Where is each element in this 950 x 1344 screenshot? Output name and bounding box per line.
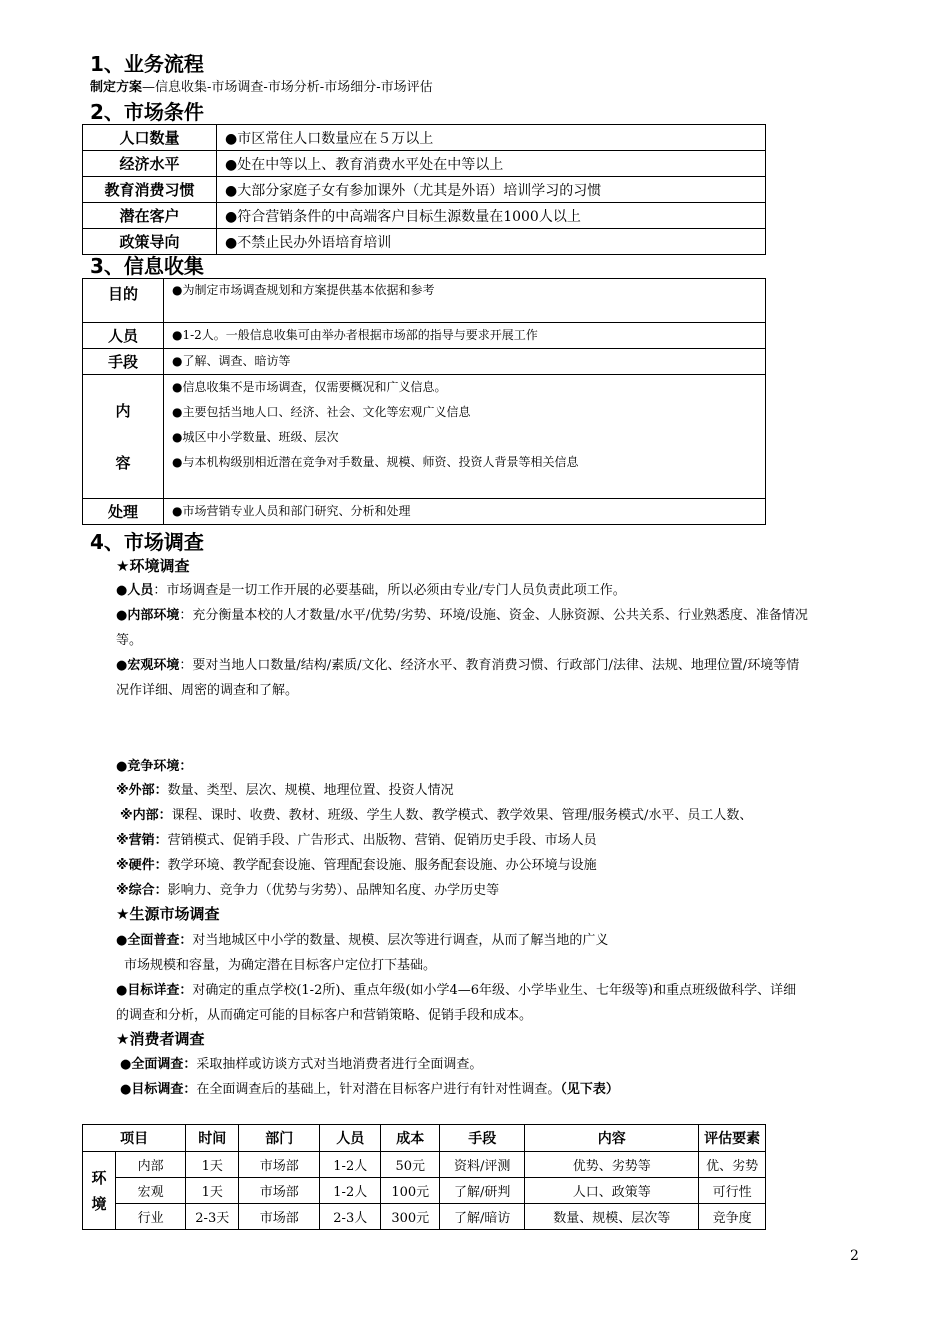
- env-staff-line: [116, 578, 626, 603]
- source-full-line: [116, 928, 608, 953]
- header-staff: 人员: [320, 1125, 381, 1152]
- table-row: [83, 1152, 766, 1178]
- header-means: 手段: [440, 1125, 525, 1152]
- cell: 50元: [381, 1152, 440, 1178]
- condition-value: ●大部分家庭子女有参加课外（尤其是外语）培训学习的习惯: [217, 177, 766, 203]
- section-title-business-flow: 1、业务流程: [90, 52, 204, 76]
- purpose-text: ●为制定市场调查规划和方案提供基本依据和参考: [172, 283, 435, 297]
- source-target-line: [116, 978, 796, 1003]
- cell: 优势、劣势等: [525, 1152, 699, 1178]
- competition-item-text: 营销模式、促销手段、广告形式、出版物、营销、促销历史手段、市场人员: [167, 833, 597, 848]
- header-item: 项目: [83, 1125, 186, 1152]
- competition-item-text: 数量、类型、层次、规模、地理位置、投资人情况: [167, 783, 454, 798]
- purpose-value: [164, 279, 766, 323]
- competition-item-label: ※综合：: [116, 883, 168, 898]
- table-row: [83, 203, 766, 229]
- cell: 市场部: [239, 1152, 320, 1178]
- cell: 人口、政策等: [525, 1178, 699, 1204]
- content-item: ●与本机构级别相近潜在竞争对手数量、规模、师资、投资人背景等相关信息: [172, 455, 579, 469]
- cell: 了解/暗访: [440, 1204, 525, 1230]
- cell: 了解/研判: [440, 1178, 525, 1204]
- page-number: 2: [850, 1248, 859, 1264]
- condition-key: 教育消费习惯: [83, 177, 217, 203]
- header-dept: 部门: [239, 1125, 320, 1152]
- source-target-text: 对确定的重点学校(1-2所)、重点年级(如小学4—6年级、小学毕业生、七年级等)和重点班级做科学、详细: [192, 983, 797, 998]
- research-plan-table: [82, 1124, 766, 1230]
- table-row: [83, 323, 766, 349]
- competition-title: [116, 754, 192, 779]
- condition-value: ●不禁止民办外语培育培训: [217, 229, 766, 255]
- cell: 2-3天: [186, 1204, 239, 1230]
- competition-item: [116, 778, 454, 803]
- cell: 市场部: [239, 1178, 320, 1204]
- consumer-full-label: ●全面调查：: [120, 1057, 197, 1072]
- table-header-row: [83, 1125, 766, 1152]
- content-item: ●主要包括当地人口、经济、社会、文化等宏观广义信息: [172, 405, 471, 419]
- env-macro-line-2: 况作详细、周密的调查和了解。: [116, 683, 299, 698]
- competition-item-text: 教学环境、教学配套设施、管理配套设施、服务配套设施、办公环境与设施: [167, 858, 597, 873]
- cell: 市场部: [239, 1204, 320, 1230]
- business-flow-text: [90, 79, 433, 97]
- table-row: [83, 349, 766, 375]
- table-row: [83, 151, 766, 177]
- env-macro-text: ：要对当地人口数量/结构/素质/文化、经济水平、教育消费习惯、行政部门/法律、法规、地理位置/环境等情: [179, 658, 800, 673]
- market-conditions-table: [82, 124, 766, 255]
- group-environment: [83, 1152, 116, 1230]
- consumer-target-line: [120, 1077, 619, 1102]
- table-row: [83, 279, 766, 323]
- competition-item: [116, 828, 597, 853]
- cell: 行业: [116, 1204, 186, 1230]
- source-target-label: ●目标详查：: [116, 983, 193, 998]
- env-internal-line-2: 等。: [116, 633, 143, 648]
- competition-item-text: 影响力、竞争力（优势与劣势）、品牌知名度、办学历史等: [167, 883, 500, 898]
- header-time: 时间: [186, 1125, 239, 1152]
- process-text: ●市场营销专业人员和部门研究、分析和处理: [172, 504, 411, 518]
- table-row: [83, 1204, 766, 1230]
- consumer-target-note: （见下表）: [560, 1082, 619, 1097]
- source-target-line-2: 的调查和分析，从而确定可能的目标客户和营销策略、促销手段和成本。: [116, 1008, 533, 1023]
- env-internal-line: [116, 603, 808, 628]
- consumer-full-line: [120, 1052, 482, 1077]
- means-value: [164, 349, 766, 375]
- env-macro-line: [116, 653, 799, 678]
- source-full-text: 对当地城区中小学的数量、规模、层次等进行调查，从而了解当地的广义: [192, 933, 609, 948]
- env-internal-text: ：充分衡量本校的人才数量/水平/优势/劣势、环境/设施、资金、人脉资源、公共关系、行业熟悉度、准备情况: [179, 608, 808, 623]
- cell: 宏观: [116, 1178, 186, 1204]
- info-collection-table: [82, 278, 766, 525]
- content-key-1: 内: [115, 401, 131, 420]
- competition-item-label: ※外部：: [116, 783, 168, 798]
- student-source-title: ★生源市场调查: [116, 905, 220, 923]
- competition-item-label: ※硬件：: [116, 858, 168, 873]
- section-title-market-research: 4、市场调查: [90, 530, 204, 554]
- condition-key: 政策导向: [83, 229, 217, 255]
- table-row: [83, 1178, 766, 1204]
- cell: 1-2人: [320, 1152, 381, 1178]
- content-item: ●城区中小学数量、班级、层次: [172, 430, 339, 444]
- competition-item: [120, 803, 752, 828]
- condition-key: 潜在客户: [83, 203, 217, 229]
- table-row: [83, 125, 766, 151]
- consumer-title: ★消费者调查: [116, 1030, 205, 1048]
- competition-label: ●竞争环境：: [116, 759, 193, 774]
- cell: 2-3人: [320, 1204, 381, 1230]
- condition-key: 人口数量: [83, 125, 217, 151]
- consumer-full-text: 采取抽样或访谈方式对当地消费者进行全面调查。: [196, 1057, 483, 1072]
- content-item: ●信息收集不是市场调查，仅需要概况和广义信息。: [172, 380, 447, 394]
- table-row: [83, 229, 766, 255]
- source-full-label: ●全面普查：: [116, 933, 193, 948]
- cell: 100元: [381, 1178, 440, 1204]
- env-staff-label: ●人员: [116, 583, 154, 598]
- condition-value: ●处在中等以上、教育消费水平处在中等以上: [217, 151, 766, 177]
- means-text: ●了解、调查、暗访等: [172, 354, 291, 368]
- header-evaluation: 评估要素: [699, 1125, 766, 1152]
- consumer-target-text: 在全面调查后的基础上，针对潜在目标客户进行有针对性调查。: [196, 1082, 561, 1097]
- flow-bold: 制定方案: [90, 80, 143, 95]
- staff-value: [164, 323, 766, 349]
- table-row: [83, 499, 766, 525]
- cell: 1-2人: [320, 1178, 381, 1204]
- cell: 优、劣势: [699, 1152, 766, 1178]
- table-row: [83, 375, 766, 499]
- section-title-market-conditions: 2、市场条件: [90, 100, 204, 124]
- process-value: [164, 499, 766, 525]
- env-research-title: ★环境调查: [116, 557, 190, 575]
- competition-item: [116, 853, 597, 878]
- cell: 内部: [116, 1152, 186, 1178]
- content-key: [83, 375, 164, 499]
- competition-item-label: ※内部：: [120, 808, 172, 823]
- staff-text: ●1-2人。一般信息收集可由举办者根据市场部的指导与要求开展工作: [172, 328, 538, 342]
- source-full-line-2: 市场规模和容量，为确定潜在目标客户定位打下基础。: [124, 958, 437, 973]
- cell: 300元: [381, 1204, 440, 1230]
- env-staff-text: ：市场调查是一切工作开展的必要基础，所以必须由专业/专门人员负责此项工作。: [153, 583, 626, 598]
- means-key: 手段: [83, 349, 164, 375]
- cell: 1天: [186, 1178, 239, 1204]
- cell: 1天: [186, 1152, 239, 1178]
- header-cost: 成本: [381, 1125, 440, 1152]
- condition-value: ●市区常住人口数量应在５万以上: [217, 125, 766, 151]
- process-key: 处理: [83, 499, 164, 525]
- group-char-1: 环: [91, 1168, 107, 1187]
- competition-item-label: ※营销：: [116, 833, 168, 848]
- condition-value: ●符合营销条件的中高端客户目标生源数量在1000人以上: [217, 203, 766, 229]
- cell: 数量、规模、层次等: [525, 1204, 699, 1230]
- header-content: 内容: [525, 1125, 699, 1152]
- table-row: [83, 177, 766, 203]
- competition-item: [116, 878, 499, 903]
- env-internal-label: ●内部环境: [116, 608, 180, 623]
- cell: 资料/评测: [440, 1152, 525, 1178]
- purpose-key: 目的: [83, 279, 164, 323]
- consumer-target-label: ●目标调查：: [120, 1082, 197, 1097]
- flow-rest: —信息收集-市场调查-市场分析-市场细分-市场评估: [142, 80, 433, 95]
- group-char-2: 境: [91, 1194, 107, 1213]
- content-value: [164, 375, 766, 499]
- cell: 可行性: [699, 1178, 766, 1204]
- competition-item-text: 课程、课时、收费、教材、班级、学生人数、教学模式、教学效果、管理/服务模式/水平、员工人数、: [171, 808, 753, 823]
- condition-key: 经济水平: [83, 151, 217, 177]
- cell: 竞争度: [699, 1204, 766, 1230]
- env-macro-label: ●宏观环境: [116, 658, 180, 673]
- content-key-2: 容: [115, 453, 131, 472]
- staff-key: 人员: [83, 323, 164, 349]
- section-title-info-collection: 3、信息收集: [90, 254, 204, 278]
